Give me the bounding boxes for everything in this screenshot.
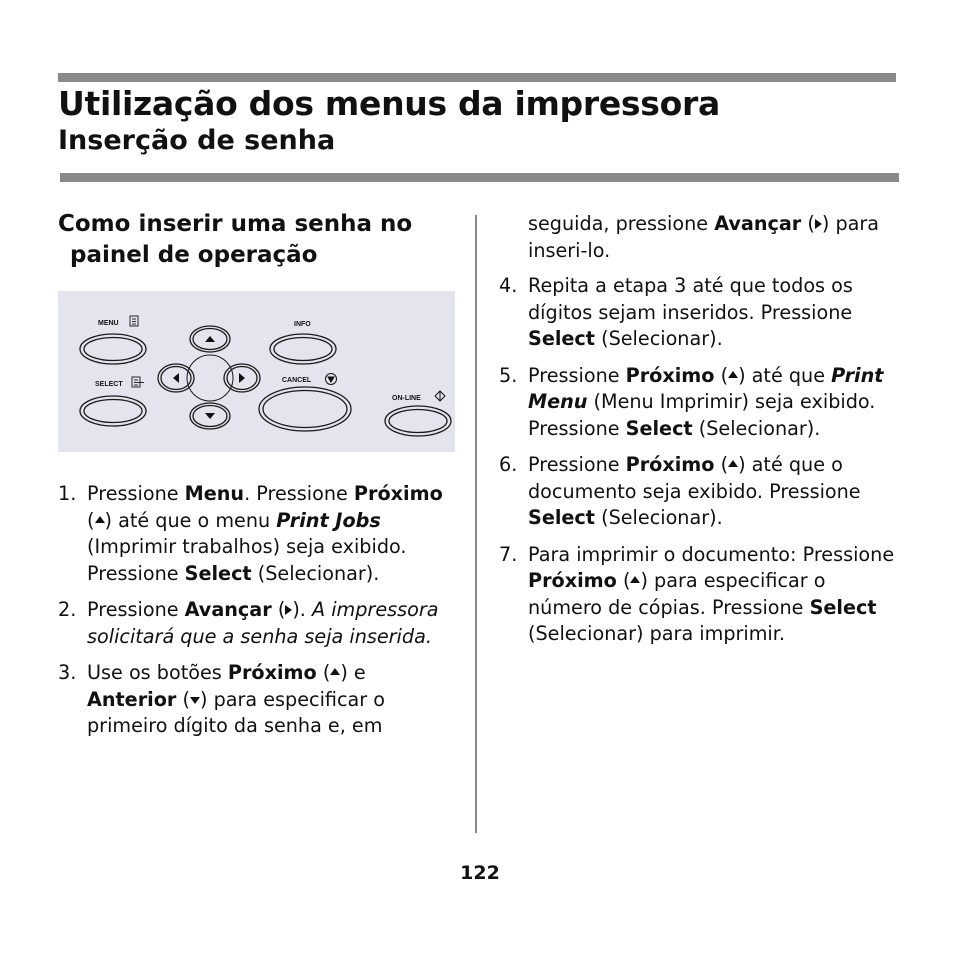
steps-list-right: [499, 273, 899, 658]
step-number: 2.: [58, 598, 77, 621]
step-text: ) até que o menu: [104, 508, 277, 532]
info-label: INFO: [294, 321, 311, 328]
emphasis-text: Select: [528, 506, 595, 529]
section-heading-line2: painel de operação: [70, 242, 318, 268]
step-text: (Imprimir trabalhos) seja exibido. Pressione: [87, 535, 407, 585]
step-text: (: [271, 598, 286, 621]
emphasis-text: Avançar: [714, 212, 802, 235]
page-subtitle: Inserção de senha: [58, 125, 336, 156]
emphasis-text: Print Jobs: [276, 508, 381, 532]
emphasis-text: Select: [809, 595, 877, 619]
step-text: (Selecionar).: [251, 561, 380, 585]
step-text: (: [714, 363, 729, 387]
emphasis-text: Próximo: [625, 453, 715, 476]
emphasis-text: Próximo: [625, 363, 715, 387]
menu-label: MENU: [98, 320, 119, 327]
steps-list-left: [58, 481, 448, 750]
emphasis-text: Select: [625, 416, 693, 440]
step-text: ) para inseri-lo.: [528, 212, 880, 262]
step-text: (Selecionar).: [692, 416, 821, 440]
operator-panel-svg: [58, 291, 455, 452]
step-text: Repita a etapa 3 até que todos os dígitos sejam inseridos. Pressione: [528, 274, 853, 324]
list-item: [499, 363, 899, 443]
down-arrow-icon: [205, 413, 215, 419]
header-rule: [60, 173, 899, 182]
section-heading: [58, 209, 458, 271]
step-number: 1.: [58, 482, 77, 505]
cancel-button-shape: [259, 387, 351, 431]
step-text: (: [87, 508, 95, 532]
step-number: 5.: [499, 363, 518, 387]
emphasis-text: Próximo: [227, 661, 317, 684]
right-arrow-icon: [285, 605, 292, 615]
list-item: [58, 597, 448, 650]
up-arrow-icon: [95, 516, 105, 523]
step-text: (: [316, 661, 331, 684]
step3-continuation: [528, 211, 898, 264]
step-text: A impressora solicitará que a senha seja inserida.: [87, 598, 439, 648]
list-item: [58, 660, 448, 740]
step-text: (: [801, 212, 815, 235]
step-text: seguida, pressione: [528, 212, 715, 235]
emphasis-text: Próximo: [353, 482, 443, 505]
section-heading-line1: Como inserir uma senha no: [58, 211, 413, 237]
up-arrow-icon: [630, 576, 640, 583]
list-item: [58, 481, 448, 587]
step-text: ).: [292, 598, 312, 621]
emphasis-text: Anterior: [87, 687, 177, 711]
emphasis-text: Select: [528, 327, 595, 350]
emphasis-text: Próximo: [528, 569, 617, 592]
step-text: ) para especificar o número de cópias. Pressione: [528, 569, 826, 619]
select-button-shape: [80, 396, 146, 426]
menu-list-icon: [130, 316, 138, 326]
step-text: (: [714, 453, 729, 476]
step-text: . Pressione: [244, 482, 354, 505]
up-arrow-icon: [728, 371, 738, 378]
list-item: [499, 273, 899, 353]
cancel-label: CANCEL: [282, 377, 312, 384]
step-text: (: [616, 569, 631, 592]
top-rule: [58, 73, 896, 82]
step-text: ) e: [340, 661, 366, 684]
step-text: ) até que o documento seja exibido. Pressione: [528, 453, 861, 503]
step-text: Pressione: [87, 598, 185, 621]
step-text: (: [176, 687, 190, 711]
right-arrow-icon: [815, 219, 822, 229]
step-text: Pressione: [528, 453, 626, 476]
step-number: 6.: [499, 453, 518, 476]
step-text: (Selecionar).: [594, 506, 723, 529]
step-text: Para imprimir o documento: Pressione: [528, 542, 895, 566]
menu-button-shape: [80, 334, 146, 364]
step-text: (Selecionar).: [594, 327, 723, 350]
up-arrow-icon: [728, 460, 738, 467]
select-enter-icon: [132, 377, 144, 387]
info-button-shape: [270, 334, 336, 364]
emphasis-text: Print Menu: [528, 363, 884, 413]
emphasis-text: Select: [184, 561, 252, 585]
step-text: (Selecionar) para imprimir.: [528, 622, 785, 645]
list-item: [499, 542, 899, 648]
list-item: [499, 452, 899, 532]
step-text: Use os botões: [87, 661, 228, 684]
step-number: 3.: [58, 661, 77, 684]
step-text: Pressione: [528, 363, 626, 387]
left-arrow-icon: [173, 373, 179, 383]
right-arrow-icon: [239, 373, 245, 383]
step-number: 4.: [499, 274, 518, 297]
select-label: SELECT: [95, 381, 123, 388]
up-arrow-icon: [205, 336, 215, 342]
step-number: 7.: [499, 542, 518, 566]
page-number: 122: [460, 862, 500, 884]
down-arrow-icon: [190, 697, 200, 704]
step-text: (Menu Imprimir) seja exibido. Pressione: [528, 390, 876, 440]
online-diamond-icon: [435, 391, 445, 401]
up-arrow-icon: [330, 668, 340, 675]
online-button-shape: [385, 406, 451, 436]
emphasis-text: Avançar: [184, 598, 272, 621]
step-text: ) para especificar o primeiro dígito da senha e, em: [87, 687, 386, 737]
step-text: Pressione: [87, 482, 185, 505]
page-title: Utilização dos menus da impressora: [58, 84, 720, 123]
column-divider: [475, 215, 477, 833]
step-text: ) até que: [738, 363, 832, 387]
cancel-stop-icon: [326, 374, 337, 385]
emphasis-text: Menu: [184, 482, 245, 505]
operator-panel-illustration: [58, 291, 455, 452]
online-label: ON-LINE: [392, 395, 421, 402]
